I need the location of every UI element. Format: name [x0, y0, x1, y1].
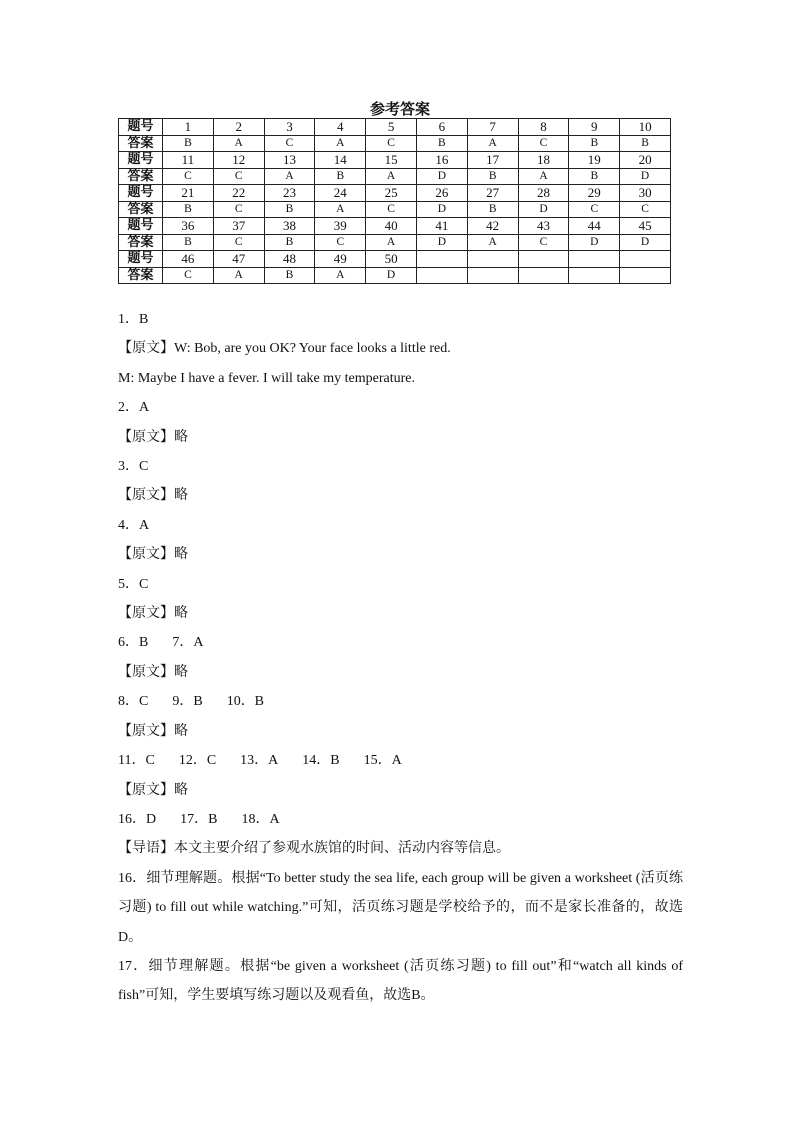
- answer-item: 8．C: [118, 694, 149, 710]
- question-number-cell: 11: [163, 152, 214, 169]
- answer-cell: B: [163, 135, 214, 152]
- question-number-cell: 24: [315, 185, 366, 202]
- answer-cell: C: [213, 234, 264, 251]
- question-number-cell: 40: [366, 218, 417, 235]
- explanation-line: 4．A: [118, 517, 150, 533]
- explanations: [118, 305, 683, 1011]
- answer-cell: C: [366, 201, 417, 218]
- answer-cell: D: [416, 234, 467, 251]
- answer-row: [119, 267, 671, 284]
- answer-cell: D: [416, 168, 467, 185]
- question-number-cell: 22: [213, 185, 264, 202]
- answer-cell: C: [213, 201, 264, 218]
- answer-cell: C: [163, 168, 214, 185]
- answer-line: [118, 628, 683, 657]
- answer-row: [119, 234, 671, 251]
- question-number-cell: 9: [569, 119, 620, 136]
- question-number-cell: 29: [569, 185, 620, 202]
- question-label: 题号: [119, 119, 163, 136]
- answer-cell: B: [264, 201, 315, 218]
- answer-cell: C: [366, 135, 417, 152]
- answer-item: 11．C: [118, 753, 155, 769]
- question-number-cell: 6: [416, 119, 467, 136]
- answer-item: 12．C: [178, 753, 217, 769]
- question-number-cell: 25: [366, 185, 417, 202]
- question-number-cell: [467, 251, 518, 268]
- question-number-cell: 38: [264, 218, 315, 235]
- answer-table: [118, 118, 671, 284]
- explanation-line: 1．B: [118, 312, 149, 327]
- question-number-cell: 27: [467, 185, 518, 202]
- answer-line: [118, 687, 683, 716]
- question-label: 题号: [119, 152, 163, 169]
- answer-cell: A: [315, 201, 366, 218]
- question-row: [119, 119, 671, 136]
- explanation-line: 【原文】略: [118, 488, 188, 504]
- answer-cell: A: [467, 135, 518, 152]
- question-number-cell: 47: [213, 251, 264, 268]
- answer-cell: B: [467, 201, 518, 218]
- answer-item: 9．B: [172, 694, 203, 710]
- answer-cell: C: [569, 201, 620, 218]
- question-row: [119, 251, 671, 268]
- question-number-cell: 23: [264, 185, 315, 202]
- question-number-cell: 48: [264, 251, 315, 268]
- explanation-line: 3．C: [118, 459, 149, 475]
- answer-cell: A: [213, 267, 264, 284]
- question-number-cell: 17: [467, 152, 518, 169]
- explanation-line: 【导语】本文主要介绍了参观水族馆的时间、活动内容等信息。: [118, 841, 510, 857]
- question-number-cell: 20: [620, 152, 671, 169]
- answer-cell: B: [569, 135, 620, 152]
- answer-label: 答案: [119, 201, 163, 218]
- answer-line: [118, 805, 683, 834]
- question-number-cell: 43: [518, 218, 569, 235]
- answer-item: 14．B: [302, 753, 340, 769]
- answer-cell: D: [620, 168, 671, 185]
- explanation-line: 【原文】略: [118, 723, 188, 739]
- answer-item: 15．A: [363, 753, 402, 769]
- question-number-cell: 39: [315, 218, 366, 235]
- explanation-line: M: Maybe I have a fever. I will take my temperature.: [118, 370, 415, 386]
- answer-item: 13．A: [240, 753, 279, 769]
- answer-item: 7．A: [172, 635, 204, 651]
- question-number-cell: [620, 251, 671, 268]
- answer-cell: B: [467, 168, 518, 185]
- page-title: 参考答案: [369, 100, 430, 118]
- question-label: 题号: [119, 185, 163, 202]
- question-number-cell: 42: [467, 218, 518, 235]
- answer-cell: A: [467, 234, 518, 251]
- answer-cell: A: [213, 135, 264, 152]
- question-number-cell: 50: [366, 251, 417, 268]
- question-number-cell: 28: [518, 185, 569, 202]
- question-number-cell: 41: [416, 218, 467, 235]
- question-row: [119, 185, 671, 202]
- answer-label: 答案: [119, 135, 163, 152]
- explanation-line: 【原文】略: [118, 606, 188, 622]
- answer-cell: B: [620, 135, 671, 152]
- question-number-cell: 7: [467, 119, 518, 136]
- question-number-cell: 14: [315, 152, 366, 169]
- answer-cell: B: [163, 234, 214, 251]
- answer-cell: C: [315, 234, 366, 251]
- answer-cell: D: [366, 267, 417, 284]
- question-label: 题号: [119, 251, 163, 268]
- answer-cell: B: [416, 135, 467, 152]
- answer-label: 答案: [119, 234, 163, 251]
- question-number-cell: 13: [264, 152, 315, 169]
- answer-cell: A: [518, 168, 569, 185]
- answer-cell: A: [264, 168, 315, 185]
- explanation-line: 【原文】略: [118, 664, 188, 680]
- answer-item: 17．B: [180, 811, 218, 827]
- answer-cell: C: [620, 201, 671, 218]
- question-number-cell: 3: [264, 119, 315, 136]
- answer-cell: A: [366, 234, 417, 251]
- answer-cell: B: [264, 234, 315, 251]
- question-number-cell: 1: [163, 119, 214, 136]
- answer-row: [119, 201, 671, 218]
- answer-cell: C: [518, 135, 569, 152]
- answer-cell: [620, 267, 671, 284]
- explanation-line: 【原文】略: [118, 547, 188, 563]
- answer-cell: D: [569, 234, 620, 251]
- answer-item: 16．D: [118, 811, 157, 827]
- answer-cell: A: [366, 168, 417, 185]
- question-number-cell: 2: [213, 119, 264, 136]
- question-number-cell: 49: [315, 251, 366, 268]
- answer-cell: [416, 267, 467, 284]
- answer-label: 答案: [119, 267, 163, 284]
- answer-cell: [467, 267, 518, 284]
- question-number-cell: 18: [518, 152, 569, 169]
- question-number-cell: 12: [213, 152, 264, 169]
- explanation-line: 【原文】W: Bob, are you OK? Your face looks a little red.: [118, 341, 451, 357]
- question-row: [119, 218, 671, 235]
- answer-cell: B: [315, 168, 366, 185]
- question-number-cell: [416, 251, 467, 268]
- answer-cell: [569, 267, 620, 284]
- explanation-line: 2．A: [118, 400, 150, 416]
- question-label: 题号: [119, 218, 163, 235]
- answer-line: [118, 746, 683, 775]
- question-number-cell: 45: [620, 218, 671, 235]
- answer-cell: C: [518, 234, 569, 251]
- answer-cell: [518, 267, 569, 284]
- question-number-cell: 15: [366, 152, 417, 169]
- answer-cell: C: [213, 168, 264, 185]
- question-row: [119, 152, 671, 169]
- question-number-cell: 37: [213, 218, 264, 235]
- answer-cell: D: [518, 201, 569, 218]
- question-number-cell: 44: [569, 218, 620, 235]
- answer-cell: A: [315, 267, 366, 284]
- question-number-cell: 5: [366, 119, 417, 136]
- question-number-cell: 26: [416, 185, 467, 202]
- explanation-line: 5．C: [118, 576, 149, 592]
- question-number-cell: 46: [163, 251, 214, 268]
- question-number-cell: 16: [416, 152, 467, 169]
- answer-cell: C: [163, 267, 214, 284]
- question-number-cell: 4: [315, 119, 366, 136]
- explanation-paragraph: 16．细节理解题。根据“To better study the sea life, each group will be given a worksheet (活页练习题) to fill out while watching.”可知，活页练习题是学校给予的，而不是家长准备的，故选D。: [118, 870, 683, 945]
- answer-cell: B: [264, 267, 315, 284]
- question-number-cell: 10: [620, 119, 671, 136]
- answer-row: [119, 168, 671, 185]
- answer-cell: D: [620, 234, 671, 251]
- answer-cell: B: [163, 201, 214, 218]
- answer-item: 18．A: [241, 811, 280, 827]
- question-number-cell: [518, 251, 569, 268]
- question-number-cell: 36: [163, 218, 214, 235]
- answer-label: 答案: [119, 168, 163, 185]
- explanation-paragraph: 17．细节理解题。根据“be given a worksheet (活页练习题) to fill out”和“watch all kinds of fish”可知，学生要填写练习题以及观看鱼，故选B。: [118, 958, 683, 1004]
- question-number-cell: 21: [163, 185, 214, 202]
- answer-cell: C: [264, 135, 315, 152]
- answer-cell: A: [315, 135, 366, 152]
- question-number-cell: 30: [620, 185, 671, 202]
- explanation-line: 【原文】略: [118, 782, 188, 798]
- question-number-cell: [569, 251, 620, 268]
- question-number-cell: 19: [569, 152, 620, 169]
- question-number-cell: 8: [518, 119, 569, 136]
- answer-cell: B: [569, 168, 620, 185]
- answer-item: 6．B: [118, 635, 149, 651]
- answer-cell: D: [416, 201, 467, 218]
- explanation-line: 【原文】略: [118, 429, 188, 445]
- answer-item: 10．B: [226, 694, 265, 710]
- answer-row: [119, 135, 671, 152]
